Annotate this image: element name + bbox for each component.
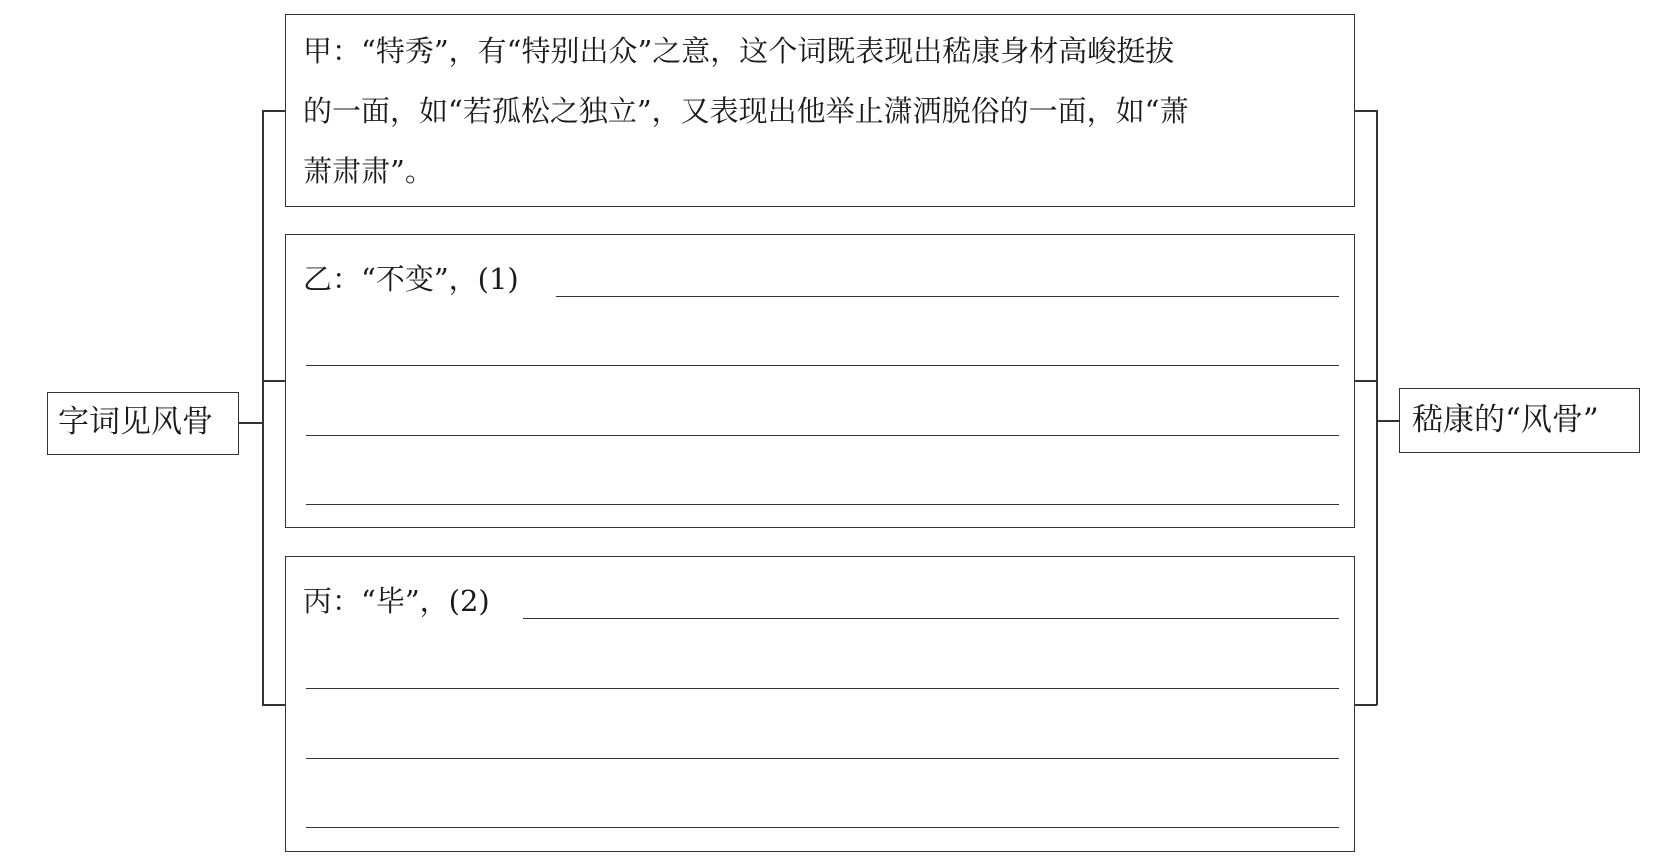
jia-line-1: 甲：“特秀”，有“特别出众”之意，这个词既表现出嵇康身材高峻挺拔 [303,34,1175,68]
right-topic-label: 嵇康的“风骨” [1412,402,1599,438]
left-branch-yi [262,380,285,382]
box-yi [285,234,1355,528]
left-topic-connector [239,422,263,424]
right-branch-bing [1355,704,1377,706]
yi-answer-line-4[interactable] [306,504,1339,505]
left-bracket-vertical [262,110,264,705]
bing-answer-line-1[interactable] [523,618,1339,619]
right-topic-box [1399,388,1640,453]
box-bing [285,556,1355,852]
jia-line-2: 的一面，如“若孤松之独立”，又表现出他举止潇洒脱俗的一面，如“萧 [303,94,1189,128]
right-branch-jia [1355,110,1377,112]
bing-answer-line-3[interactable] [306,758,1339,759]
yi-answer-line-1[interactable] [556,296,1339,297]
bing-prompt: 丙：“毕”，(2) [303,584,490,618]
left-topic-box [47,392,239,455]
box-jia [285,14,1355,207]
right-topic-connector [1376,420,1399,422]
left-topic-label: 字词见风骨 [58,404,213,440]
right-bracket-vertical [1376,110,1378,705]
bing-answer-line-2[interactable] [306,688,1339,689]
yi-answer-line-3[interactable] [306,435,1339,436]
bing-answer-line-4[interactable] [306,827,1339,828]
left-branch-jia [262,110,285,112]
left-branch-bing [262,704,285,706]
yi-answer-line-2[interactable] [306,365,1339,366]
yi-prompt: 乙：“不变”，(1) [303,262,519,296]
right-branch-yi [1355,380,1377,382]
jia-line-3: 萧肃肃”。 [303,154,434,188]
